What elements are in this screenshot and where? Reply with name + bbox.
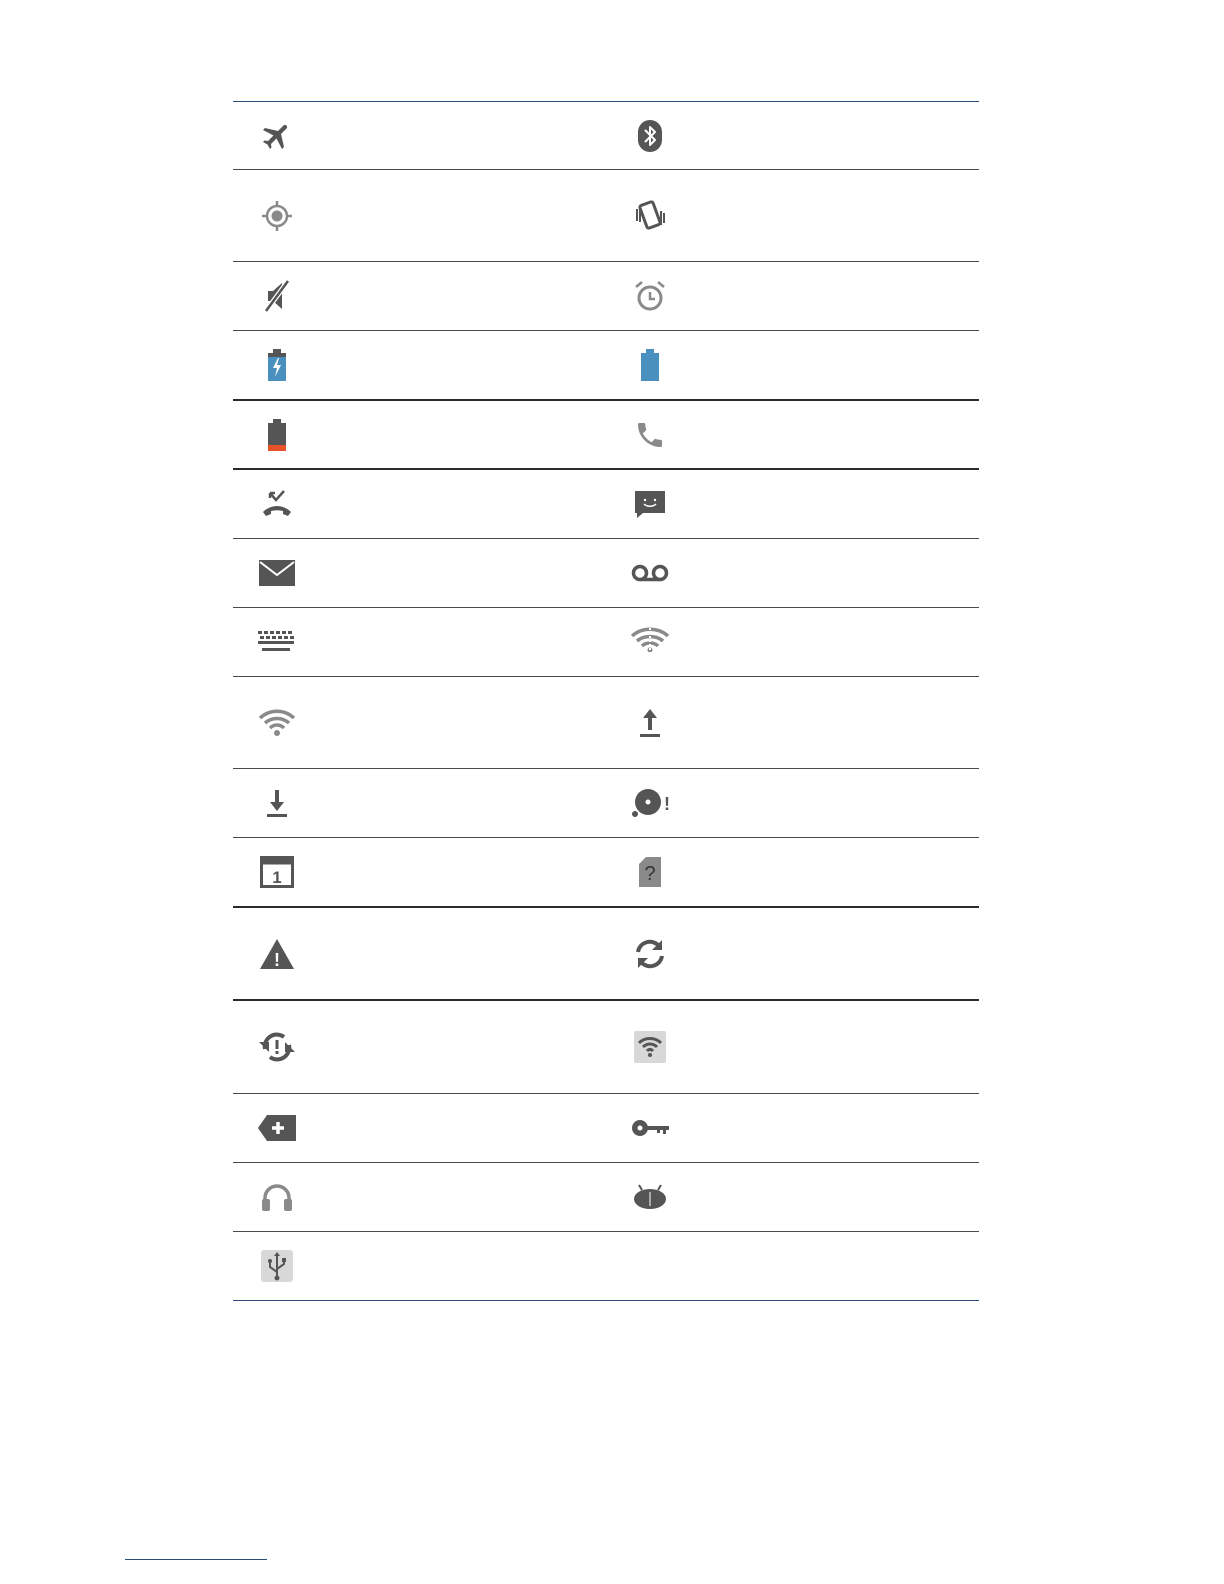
table-cell xyxy=(606,677,979,768)
keyboard-input-icon xyxy=(258,631,296,653)
wifi-connected-icon xyxy=(258,709,296,737)
table-cell xyxy=(606,102,979,169)
new-message-icon xyxy=(633,489,667,519)
sync-error-icon xyxy=(259,1032,295,1062)
headset-icon xyxy=(261,1182,293,1212)
sim-symbol: ? xyxy=(644,863,656,885)
alarm-icon xyxy=(633,279,667,313)
uploading-icon xyxy=(639,707,661,739)
table-cell xyxy=(606,1163,979,1231)
table-cell xyxy=(233,769,606,837)
table-cell xyxy=(233,1163,606,1231)
voicemail-icon xyxy=(630,563,670,583)
table-cell xyxy=(233,262,606,330)
table-cell xyxy=(233,1094,606,1162)
table-cell xyxy=(233,838,606,906)
storage-full-icon xyxy=(630,788,670,818)
table-cell xyxy=(233,908,606,999)
table-row xyxy=(233,1001,979,1094)
table-cell xyxy=(606,608,979,676)
table-row xyxy=(233,1163,979,1232)
table-cell xyxy=(606,908,979,999)
wifi-available-icon xyxy=(630,626,670,658)
table-row xyxy=(233,101,979,170)
wifi-hotspot-icon xyxy=(634,1031,666,1063)
call-in-progress-icon xyxy=(634,419,666,451)
table-cell xyxy=(606,170,979,261)
table-cell xyxy=(233,170,606,261)
syncing-icon xyxy=(632,939,668,969)
usb-connected-icon xyxy=(261,1250,293,1282)
warning-icon xyxy=(259,938,295,970)
icon-table xyxy=(233,101,979,1301)
table-cell xyxy=(233,470,606,538)
vibrate-mode-icon xyxy=(634,199,666,233)
new-email-icon xyxy=(259,560,295,586)
calendar-day: 1 xyxy=(272,868,282,887)
battery-low-icon xyxy=(266,419,288,451)
table-row xyxy=(233,539,979,608)
table-row xyxy=(233,331,979,401)
table-cell xyxy=(606,539,979,607)
more-notifications-icon xyxy=(258,1115,296,1141)
table-cell xyxy=(606,331,979,399)
table-row xyxy=(233,608,979,677)
calendar-event-icon xyxy=(260,856,294,888)
table-cell xyxy=(233,1001,606,1093)
table-row xyxy=(233,1232,979,1301)
table-cell xyxy=(606,769,979,837)
table-row xyxy=(233,769,979,838)
missed-call-icon xyxy=(261,490,293,518)
silent-mode-icon xyxy=(262,279,292,313)
table-cell xyxy=(606,401,979,468)
table-row xyxy=(233,470,979,539)
table-cell xyxy=(233,539,606,607)
table-cell xyxy=(233,1232,606,1300)
no-sim-card-icon xyxy=(639,857,661,887)
table-row xyxy=(233,1094,979,1163)
storage-symbol: ! xyxy=(664,794,670,814)
gps-location-icon xyxy=(261,200,293,232)
table-cell xyxy=(233,102,606,169)
table-cell xyxy=(233,608,606,676)
warning-symbol: ! xyxy=(274,949,280,970)
table-row xyxy=(233,401,979,470)
table-row xyxy=(233,838,979,908)
downloading-icon xyxy=(266,787,288,819)
airplane-mode-icon xyxy=(260,119,294,153)
table-cell xyxy=(606,838,979,906)
battery-full-icon xyxy=(639,349,661,381)
battery-charging-icon xyxy=(266,349,288,381)
table-row xyxy=(233,677,979,769)
vpn-key-icon xyxy=(631,1117,669,1139)
table-cell xyxy=(606,1001,979,1093)
table-cell xyxy=(606,262,979,330)
table-cell xyxy=(606,1094,979,1162)
table-cell xyxy=(233,401,606,468)
table-cell xyxy=(606,1232,979,1300)
footnote-rule xyxy=(125,1559,267,1560)
table-cell xyxy=(606,470,979,538)
table-cell xyxy=(233,677,606,768)
bluetooth-icon xyxy=(637,119,663,153)
table-cell xyxy=(233,331,606,399)
table-row xyxy=(233,170,979,262)
debugging-icon xyxy=(633,1184,667,1210)
table-row xyxy=(233,908,979,1001)
table-row xyxy=(233,262,979,331)
